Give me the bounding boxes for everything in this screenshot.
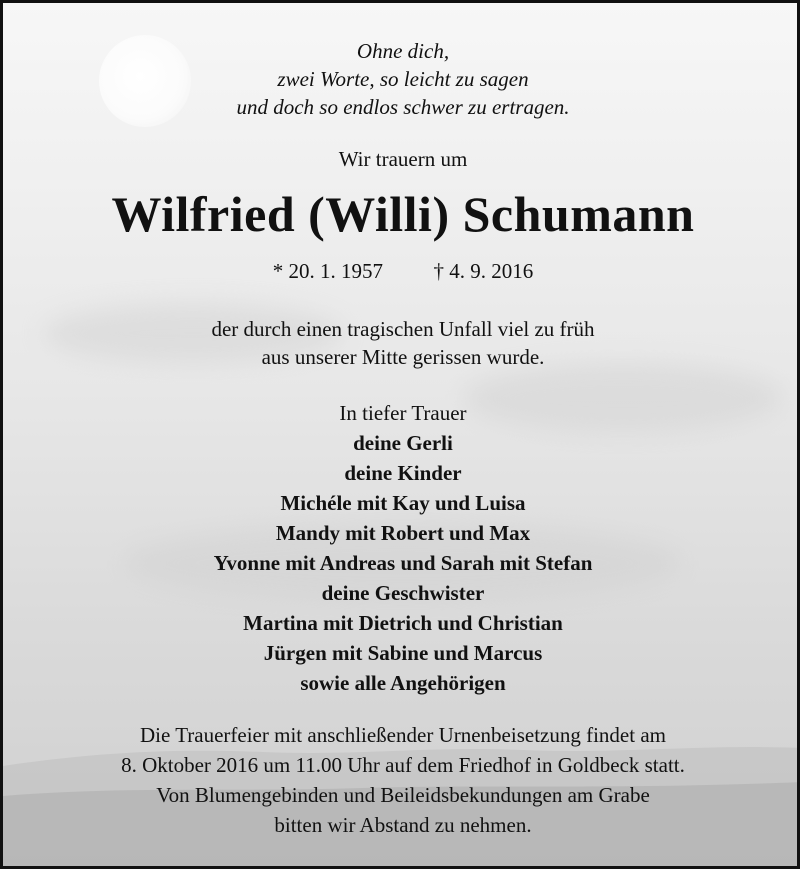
service-line: Von Blumengebinden und Beileidsbekundungen am Grabe — [156, 783, 650, 807]
statement-line: aus unserer Mitte gerissen wurde. — [261, 345, 545, 369]
mourner-line: sowie alle Angehörigen — [300, 671, 506, 695]
mourner-line: Martina mit Dietrich und Christian — [243, 611, 563, 635]
quote-line: zwei Worte, so leicht zu sagen — [277, 67, 529, 91]
service-line: bitten wir Abstand zu nehmen. — [274, 813, 532, 837]
quote-line: und doch so endlos schwer zu ertragen. — [236, 95, 570, 119]
statement-line: der durch einen tragischen Unfall viel zu früh — [211, 317, 595, 341]
deceased-name: Wilfried (Willi) Schumann — [111, 186, 695, 242]
mourner-line: deine Kinder — [344, 461, 462, 485]
service-line: Die Trauerfeier mit anschließender Urnenbeisetzung findet am — [140, 723, 666, 747]
intro-text: Wir trauern um — [338, 147, 468, 171]
birth-date: * 20. 1. 1957 — [272, 259, 383, 283]
service-line: 8. Oktober 2016 um 11.00 Uhr auf dem Friedhof in Goldbeck statt. — [121, 753, 685, 777]
quote-line: Ohne dich, — [356, 39, 450, 63]
mourning-intro: In tiefer Trauer — [339, 401, 467, 425]
mourner-line: deine Geschwister — [321, 581, 485, 605]
mourner-line: Jürgen mit Sabine und Marcus — [263, 641, 543, 665]
life-dates — [3, 259, 800, 284]
death-date: † 4. 9. 2016 — [433, 259, 534, 283]
mourner-line: Yvonne mit Andreas und Sarah mit Stefan — [213, 551, 593, 575]
mourner-line: Mandy mit Robert und Max — [275, 521, 531, 545]
mourner-line: Michéle mit Kay und Luisa — [280, 491, 526, 515]
mourner-line: deine Gerli — [353, 431, 453, 455]
